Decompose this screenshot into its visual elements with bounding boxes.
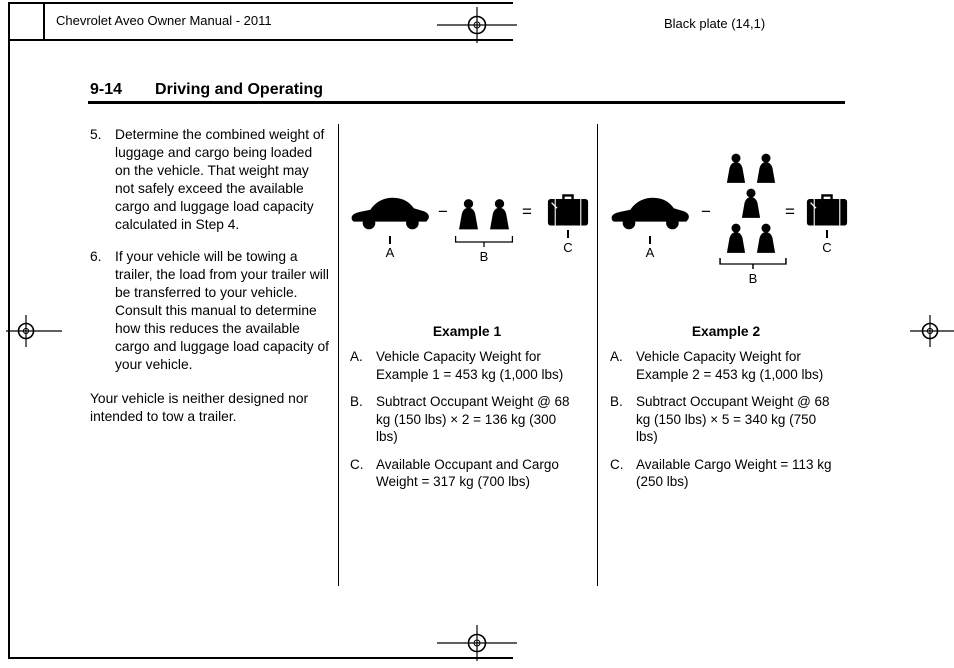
- page-header: [90, 81, 323, 99]
- registration-mark-icon: [437, 625, 517, 661]
- list-item: [610, 456, 835, 491]
- example2-title: Example 2: [691, 324, 761, 339]
- item-text: Available Cargo Weight = 113 kg (250 lbs): [636, 456, 832, 489]
- item-text: Vehicle Capacity Weight for Example 2 = 453 kg (1,000 lbs): [636, 349, 824, 382]
- occupant-icon: [753, 153, 779, 185]
- masthead-divider-line: [43, 2, 45, 40]
- example1-title: Example 1: [432, 324, 502, 339]
- diagram-label-b: B: [748, 271, 758, 286]
- measure-bracket: [719, 258, 787, 269]
- step-text: If your vehicle will be towing a trailer, the load from your trailer will be transferred to your vehicle. Consult this manual to determine how this reduces the available cargo and luggage load capacity of your vehicle.: [115, 249, 330, 372]
- column-divider: [338, 124, 339, 586]
- item-letter: A.: [610, 349, 623, 364]
- example2-list: [610, 348, 835, 501]
- list-item: [610, 393, 835, 446]
- measure-bracket: [452, 236, 516, 247]
- top-trim-line: [8, 2, 513, 4]
- item-letter: B.: [350, 394, 363, 409]
- diagram-label-c: C: [822, 240, 832, 255]
- minus-sign: −: [701, 202, 711, 221]
- occupant-icon: [455, 198, 482, 232]
- list-item: [350, 393, 575, 446]
- diagram-label-a: A: [645, 245, 655, 260]
- equals-sign: =: [785, 202, 795, 221]
- header-rule: [88, 101, 845, 104]
- occupant-icon: [723, 223, 749, 255]
- registration-mark-icon: [6, 315, 62, 347]
- diagram-label-c: C: [563, 240, 573, 255]
- item-letter: C.: [610, 456, 624, 472]
- step-6: [90, 248, 330, 374]
- item-text: Subtract Occupant Weight @ 68 kg (150 lbs) × 2 = 136 kg (300 lbs): [376, 394, 570, 444]
- occupant-icon: [486, 198, 513, 232]
- occupant-icon: [738, 188, 764, 220]
- pointer-tick: [649, 236, 651, 244]
- pointer-tick: [567, 230, 569, 238]
- item-text: Subtract Occupant Weight @ 68 kg (150 lbs) × 5 = 340 kg (750 lbs): [636, 394, 830, 444]
- column-divider: [597, 124, 598, 586]
- occupant-icon: [723, 153, 749, 185]
- page-number: 9-14: [90, 81, 123, 98]
- registration-mark-icon: [910, 315, 954, 347]
- list-item: [350, 348, 575, 383]
- plate-label: Black plate (14,1): [664, 16, 766, 31]
- pointer-tick: [826, 230, 828, 238]
- item-text: Vehicle Capacity Weight for Example 1 = 453 kg (1,000 lbs): [376, 349, 564, 382]
- diagram-label-a: A: [385, 245, 395, 260]
- item-letter: B.: [610, 394, 623, 409]
- equals-sign: =: [522, 202, 532, 221]
- list-item: [350, 456, 575, 491]
- luggage-icon: [547, 193, 589, 227]
- left-column: [90, 126, 330, 426]
- step-5: [90, 126, 330, 234]
- registration-mark-icon: [437, 7, 517, 43]
- example1-list: [350, 348, 575, 501]
- list-item: [610, 348, 835, 383]
- step-number: 6.: [90, 249, 102, 264]
- item-text: Available Occupant and Cargo Weight = 317 kg (700 lbs): [376, 456, 559, 489]
- occupant-icon: [753, 223, 779, 255]
- car-icon: [608, 191, 692, 234]
- trailer-note-paragraph: Your vehicle is neither designed nor intended to tow a trailer.: [90, 391, 309, 424]
- luggage-icon: [806, 193, 848, 227]
- item-letter: C.: [350, 456, 364, 472]
- item-letter: A.: [350, 349, 363, 364]
- minus-sign: −: [438, 202, 448, 221]
- section-title: Driving and Operating: [155, 81, 324, 98]
- manual-title: Chevrolet Aveo Owner Manual - 2011: [56, 13, 272, 28]
- step-number: 5.: [90, 127, 102, 142]
- step-text: Determine the combined weight of luggage and cargo being loaded on the vehicle. That weight may not safely exceed the available cargo and luggage load capacity calculated in Step 4.: [115, 127, 325, 232]
- pointer-tick: [389, 236, 391, 244]
- diagram-label-b: B: [479, 249, 489, 264]
- car-icon: [348, 191, 432, 234]
